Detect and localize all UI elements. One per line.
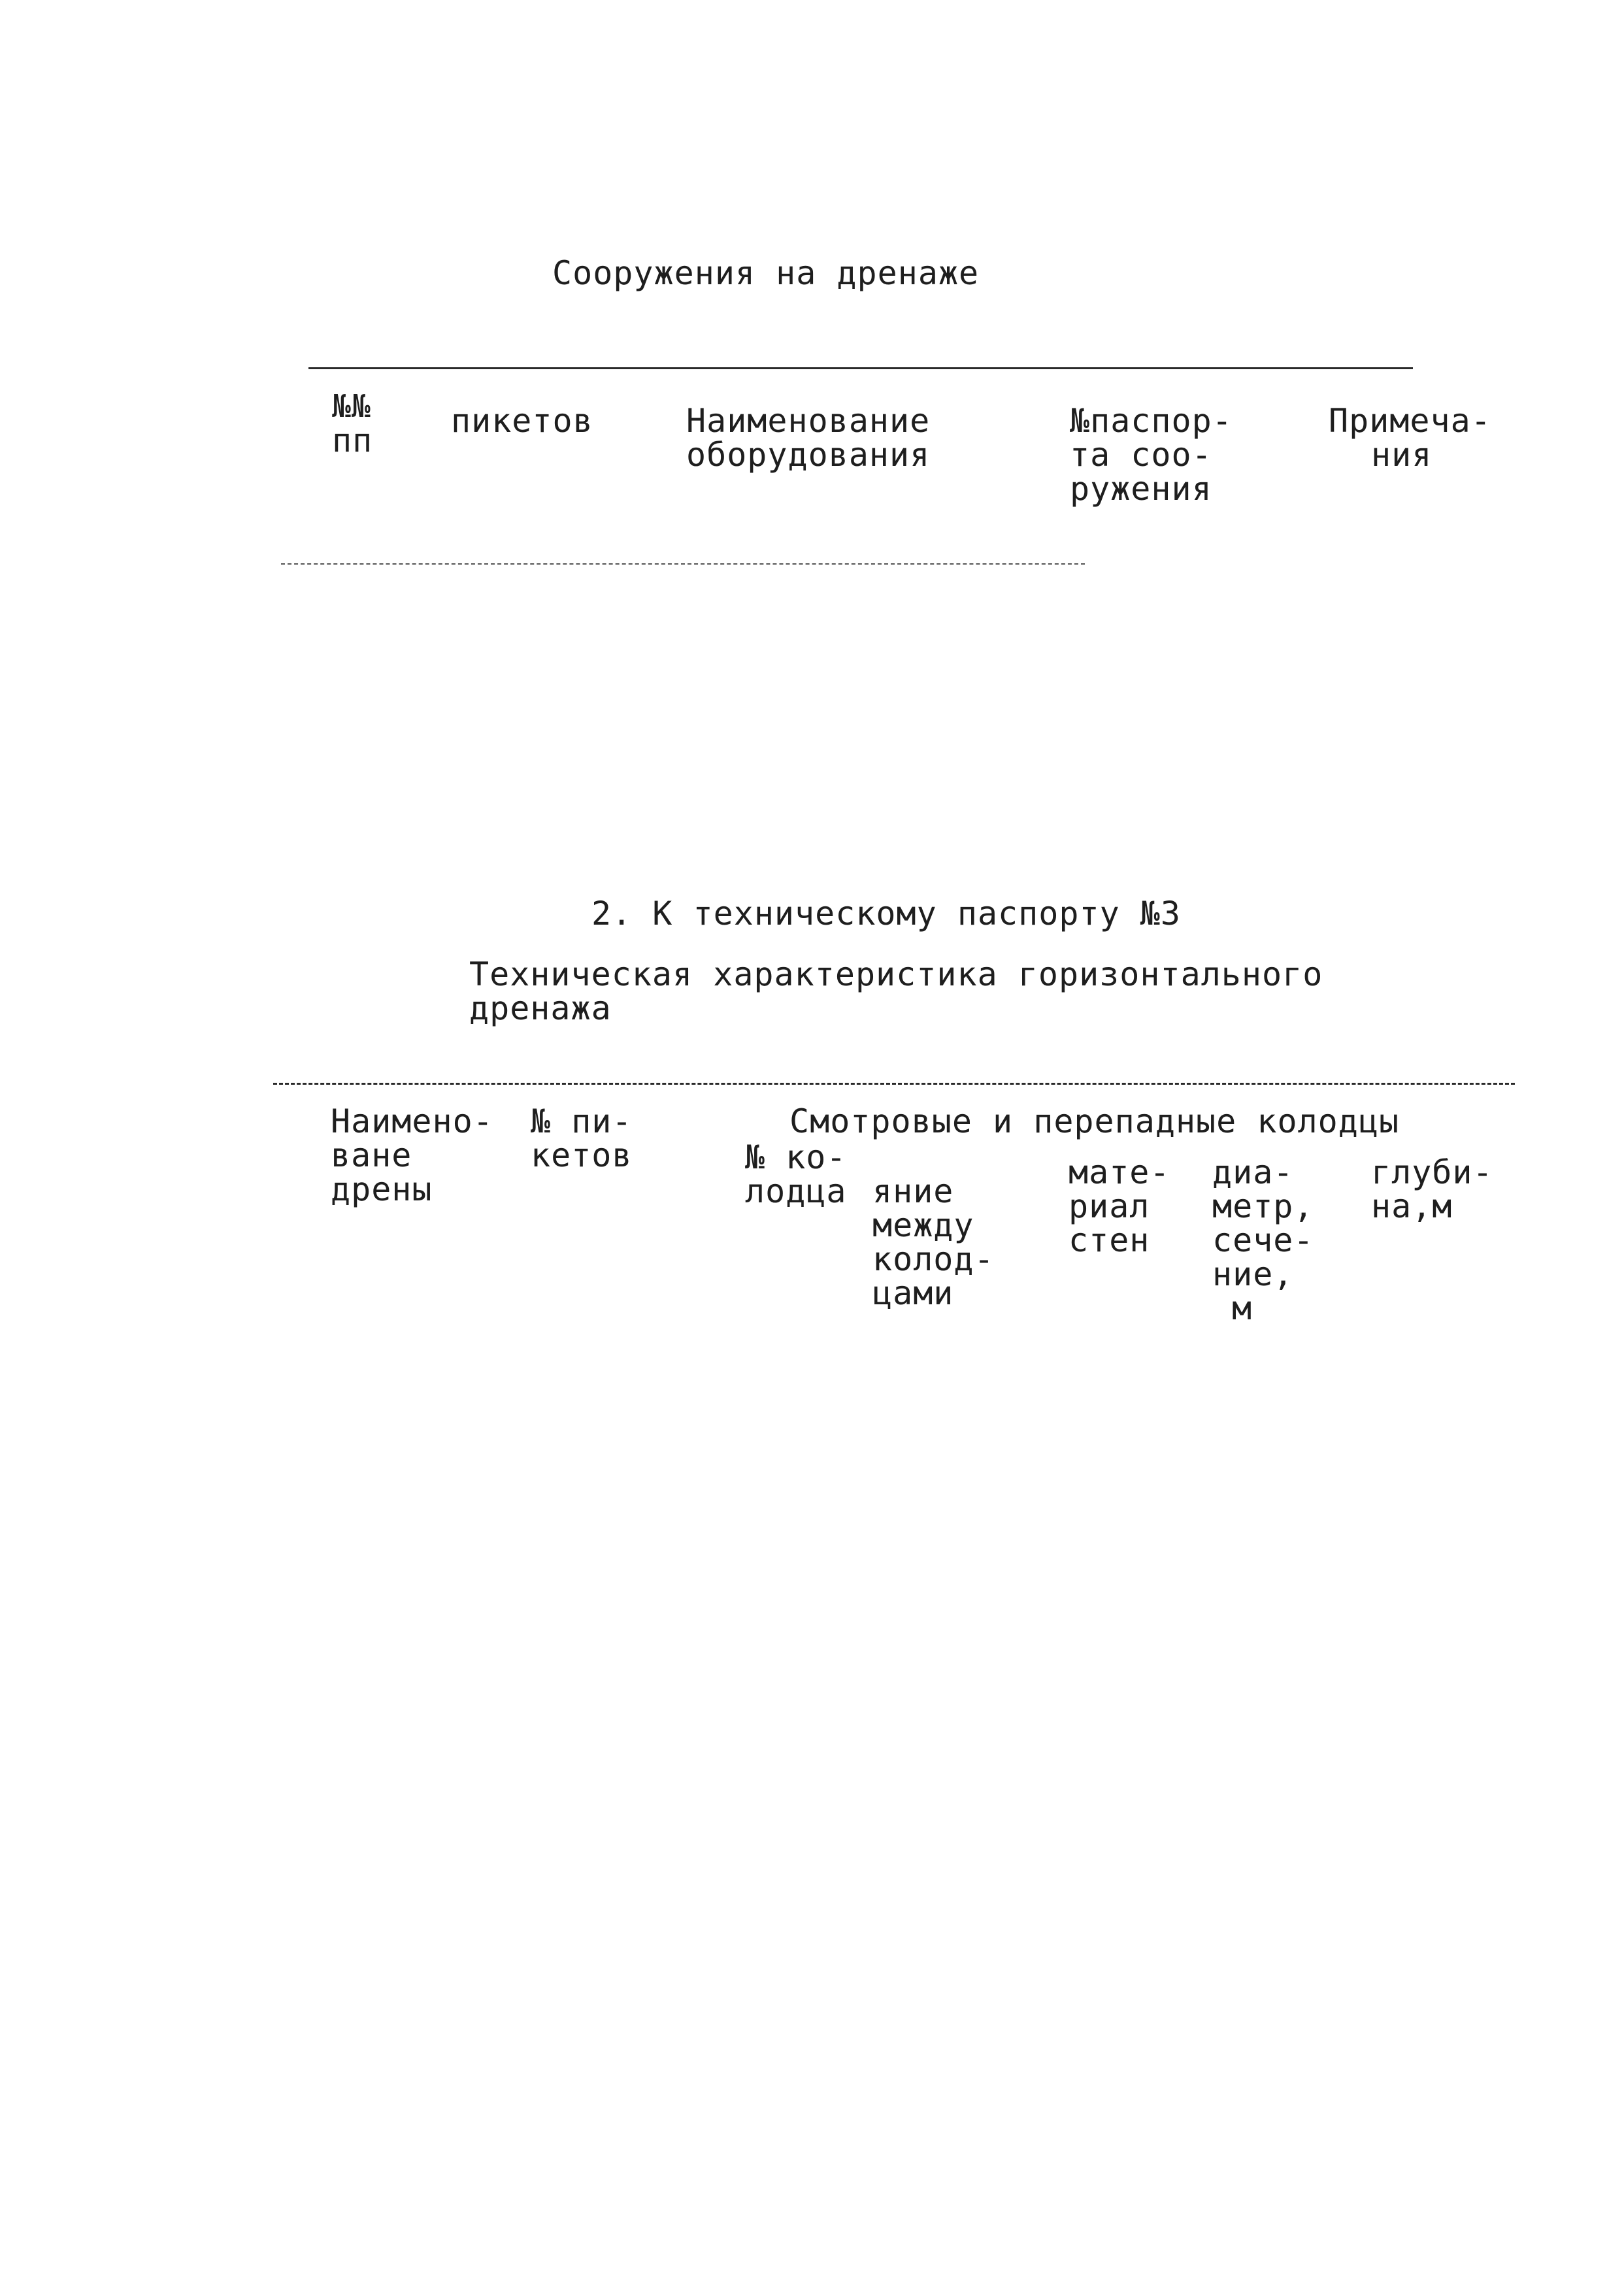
s1-col-passport-l3: ружения — [1070, 470, 1212, 508]
s2-col-diameter-l4: ние, — [1212, 1255, 1294, 1293]
s2-col-name-l2: ване — [331, 1136, 412, 1174]
s2-col-depth-l2: на,м — [1371, 1187, 1453, 1225]
s2-col-diameter-l2: метр, — [1212, 1187, 1314, 1225]
section1-title: Сооружения на дренаже — [552, 254, 980, 292]
s1-col-number-l1: №№ — [332, 388, 371, 425]
s2-col-well-no-l1: № ко- — [745, 1138, 847, 1176]
s2-col-diameter-l5: м — [1232, 1289, 1253, 1327]
s2-col-diameter-l1: диа- — [1212, 1153, 1294, 1191]
s1-col-passport-l2: та соо- — [1070, 436, 1212, 474]
s2-col-distance-l2: между — [872, 1206, 974, 1244]
s1-col-passport-l1: №паспор- — [1070, 402, 1233, 440]
s2-col-material-l3: стен — [1069, 1221, 1150, 1259]
section2-title-line2: дренажа — [469, 989, 612, 1027]
s2-group-header: Смотровые и перепадные колодцы — [789, 1102, 1400, 1140]
s1-col-pickets-l1: пикетов — [451, 402, 593, 440]
section1-top-rule — [308, 367, 1413, 369]
s2-col-name-l1: Наимено- — [331, 1102, 493, 1140]
s2-col-material-l2: риал — [1069, 1187, 1150, 1225]
s1-col-notes-l1: Примеча- — [1329, 402, 1491, 440]
s2-col-distance-l1: яние — [872, 1172, 954, 1210]
s2-col-depth-l1: глуби- — [1371, 1153, 1493, 1191]
s1-col-equipment-l2: оборудования — [686, 436, 931, 474]
section2-heading: 2. К техническому паспорту №3 — [591, 895, 1181, 932]
s2-col-distance-l4: цами — [872, 1274, 954, 1312]
s1-col-notes-l2: ния — [1371, 436, 1433, 474]
s2-col-pickets-l1: № пи- — [531, 1102, 633, 1140]
section1-bottom-rule — [281, 563, 1085, 565]
s1-col-number-l2: пп — [332, 421, 373, 459]
s2-col-diameter-l3: сече- — [1212, 1221, 1314, 1259]
s1-col-equipment-l1: Наименование — [686, 402, 931, 440]
s2-col-well-no-l2: лодца — [745, 1172, 847, 1210]
section2-top-rule — [273, 1083, 1515, 1085]
s2-col-pickets-l2: кетов — [531, 1136, 633, 1174]
section2-title-line1: Техническая характеристика горизонтального — [469, 955, 1323, 993]
s2-col-material-l1: мате- — [1069, 1153, 1170, 1191]
s2-col-name-l3: дрены — [331, 1170, 433, 1208]
s2-col-distance-l3: колод- — [872, 1240, 995, 1278]
